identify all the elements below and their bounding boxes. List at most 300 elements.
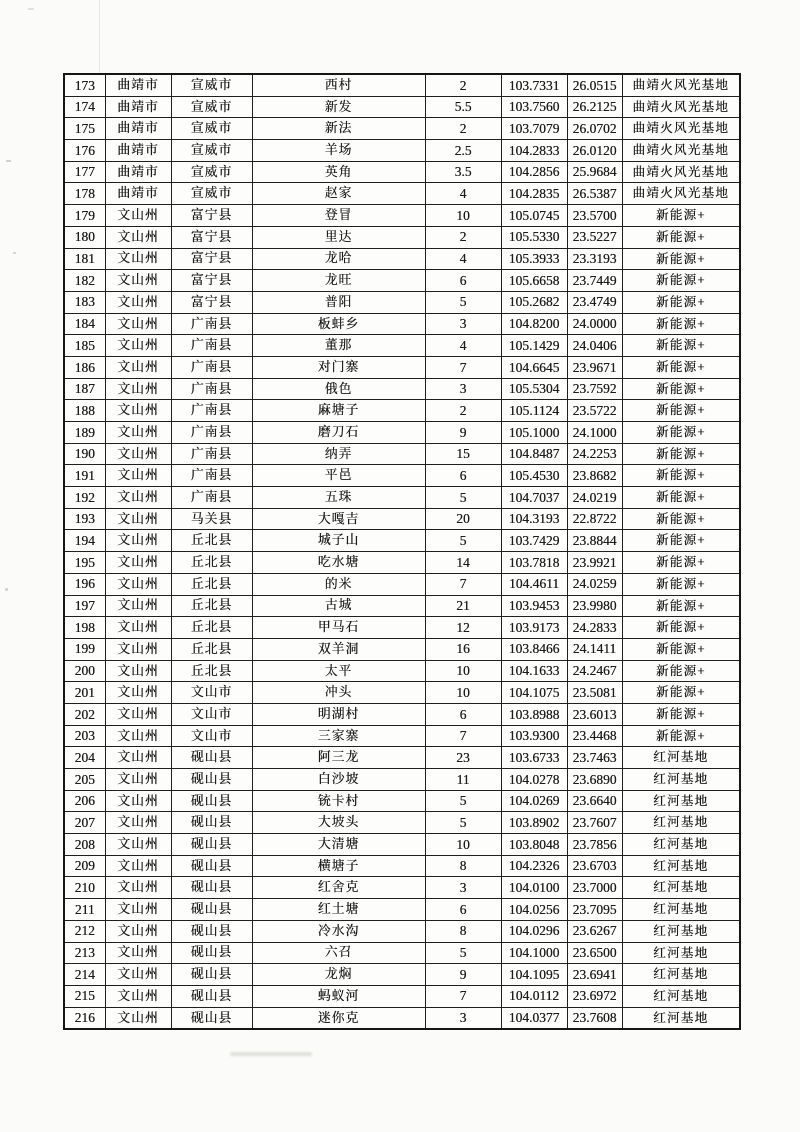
cell-county: 广南县 <box>171 465 252 487</box>
table-row <box>64 96 740 118</box>
cell-prefecture: 文山州 <box>105 725 171 747</box>
cell-serial: 180 <box>64 226 105 248</box>
cell-latitude: 23.6500 <box>567 942 622 964</box>
cell-county: 砚山县 <box>171 985 252 1007</box>
cell-base: 红河基地 <box>622 790 740 812</box>
cell-serial: 176 <box>64 140 105 162</box>
cell-base: 红河基地 <box>622 855 740 877</box>
cell-site: 六召 <box>252 942 425 964</box>
cell-site: 铳卡村 <box>252 790 425 812</box>
table-row <box>64 877 740 899</box>
cell-longitude: 104.4611 <box>501 573 567 595</box>
cell-base: 新能源+ <box>622 682 740 704</box>
cell-base: 新能源+ <box>622 205 740 227</box>
cell-prefecture: 文山州 <box>105 1007 171 1029</box>
cell-base: 曲靖火风光基地 <box>622 96 740 118</box>
cell-longitude: 104.2856 <box>501 161 567 183</box>
cell-latitude: 23.5081 <box>567 682 622 704</box>
cell-capacity: 5 <box>425 790 501 812</box>
cell-capacity: 23 <box>425 747 501 769</box>
cell-prefecture: 文山州 <box>105 920 171 942</box>
cell-prefecture: 文山州 <box>105 270 171 292</box>
cell-longitude: 104.2833 <box>501 140 567 162</box>
cell-serial: 206 <box>64 790 105 812</box>
cell-site: 蚂蚁河 <box>252 985 425 1007</box>
cell-site: 龙旺 <box>252 270 425 292</box>
cell-latitude: 23.7449 <box>567 270 622 292</box>
cell-longitude: 104.0256 <box>501 899 567 921</box>
cell-prefecture: 曲靖市 <box>105 140 171 162</box>
cell-longitude: 103.7560 <box>501 96 567 118</box>
cell-serial: 195 <box>64 552 105 574</box>
cell-longitude: 105.5330 <box>501 226 567 248</box>
cell-serial: 201 <box>64 682 105 704</box>
cell-longitude: 104.1075 <box>501 682 567 704</box>
cell-prefecture: 文山州 <box>105 465 171 487</box>
cell-latitude: 23.8682 <box>567 465 622 487</box>
cell-longitude: 105.5304 <box>501 378 567 400</box>
cell-capacity: 7 <box>425 985 501 1007</box>
cell-county: 宣威市 <box>171 96 252 118</box>
cell-site: 龙焖 <box>252 964 425 986</box>
cell-latitude: 23.7608 <box>567 1007 622 1029</box>
table-row <box>64 682 740 704</box>
cell-serial: 174 <box>64 96 105 118</box>
cell-prefecture: 曲靖市 <box>105 161 171 183</box>
cell-county: 广南县 <box>171 422 252 444</box>
cell-capacity: 10 <box>425 660 501 682</box>
cell-capacity: 5 <box>425 530 501 552</box>
cell-site: 白沙坡 <box>252 769 425 791</box>
table-row <box>64 205 740 227</box>
cell-serial: 183 <box>64 291 105 313</box>
table-row <box>64 465 740 487</box>
cell-base: 红河基地 <box>622 834 740 856</box>
cell-latitude: 23.6267 <box>567 920 622 942</box>
cell-capacity: 3 <box>425 313 501 335</box>
cell-longitude: 103.6733 <box>501 747 567 769</box>
cell-base: 红河基地 <box>622 747 740 769</box>
cell-longitude: 103.9300 <box>501 725 567 747</box>
table-row <box>64 747 740 769</box>
cell-serial: 177 <box>64 161 105 183</box>
cell-capacity: 12 <box>425 617 501 639</box>
cell-serial: 209 <box>64 855 105 877</box>
cell-site: 麻塘子 <box>252 400 425 422</box>
cell-site: 红土塘 <box>252 899 425 921</box>
cell-county: 砚山县 <box>171 899 252 921</box>
cell-serial: 179 <box>64 205 105 227</box>
cell-county: 广南县 <box>171 443 252 465</box>
cell-county: 宣威市 <box>171 118 252 140</box>
cell-base: 新能源+ <box>622 508 740 530</box>
cell-longitude: 104.2326 <box>501 855 567 877</box>
cell-prefecture: 文山州 <box>105 291 171 313</box>
cell-latitude: 24.1411 <box>567 638 622 660</box>
cell-site: 登冒 <box>252 205 425 227</box>
cell-capacity: 3 <box>425 877 501 899</box>
cell-prefecture: 文山州 <box>105 573 171 595</box>
scan-artifact-mark <box>28 8 34 10</box>
cell-prefecture: 文山州 <box>105 942 171 964</box>
table-row <box>64 834 740 856</box>
cell-latitude: 23.5722 <box>567 400 622 422</box>
table-row <box>64 183 740 205</box>
cell-latitude: 26.0120 <box>567 140 622 162</box>
cell-capacity: 8 <box>425 920 501 942</box>
cell-longitude: 105.6658 <box>501 270 567 292</box>
cell-latitude: 26.2125 <box>567 96 622 118</box>
cell-site: 明湖村 <box>252 703 425 725</box>
cell-base: 新能源+ <box>622 617 740 639</box>
cell-longitude: 103.7079 <box>501 118 567 140</box>
cell-site: 平邑 <box>252 465 425 487</box>
cell-county: 丘北县 <box>171 573 252 595</box>
scan-artifact-speck <box>6 160 11 162</box>
cell-prefecture: 文山州 <box>105 378 171 400</box>
cell-prefecture: 文山州 <box>105 226 171 248</box>
cell-prefecture: 文山州 <box>105 855 171 877</box>
table-row <box>64 422 740 444</box>
cell-prefecture: 文山州 <box>105 508 171 530</box>
cell-base: 新能源+ <box>622 443 740 465</box>
cell-longitude: 104.1095 <box>501 964 567 986</box>
cell-base: 新能源+ <box>622 552 740 574</box>
cell-site: 冲头 <box>252 682 425 704</box>
cell-site: 阿三龙 <box>252 747 425 769</box>
cell-base: 红河基地 <box>622 877 740 899</box>
table-row <box>64 335 740 357</box>
cell-longitude: 105.4530 <box>501 465 567 487</box>
table-row <box>64 270 740 292</box>
cell-base: 曲靖火风光基地 <box>622 74 740 96</box>
cell-prefecture: 文山州 <box>105 313 171 335</box>
cell-longitude: 104.0112 <box>501 985 567 1007</box>
cell-base: 新能源+ <box>622 660 740 682</box>
cell-base: 红河基地 <box>622 1007 740 1029</box>
table-row <box>64 118 740 140</box>
cell-county: 富宁县 <box>171 226 252 248</box>
cell-capacity: 5 <box>425 291 501 313</box>
cell-base: 曲靖火风光基地 <box>622 161 740 183</box>
scan-artifact-speck <box>13 252 16 254</box>
cell-county: 砚山县 <box>171 920 252 942</box>
table-row <box>64 1007 740 1029</box>
cell-county: 砚山县 <box>171 877 252 899</box>
cell-serial: 202 <box>64 703 105 725</box>
cell-latitude: 24.2253 <box>567 443 622 465</box>
cell-capacity: 6 <box>425 270 501 292</box>
cell-serial: 194 <box>64 530 105 552</box>
cell-serial: 216 <box>64 1007 105 1029</box>
cell-site: 普阳 <box>252 291 425 313</box>
cell-latitude: 23.9671 <box>567 356 622 378</box>
cell-base: 新能源+ <box>622 270 740 292</box>
cell-county: 宣威市 <box>171 161 252 183</box>
cell-county: 砚山县 <box>171 769 252 791</box>
cell-longitude: 104.0296 <box>501 920 567 942</box>
cell-prefecture: 文山州 <box>105 899 171 921</box>
cell-longitude: 103.8466 <box>501 638 567 660</box>
cell-prefecture: 文山州 <box>105 400 171 422</box>
cell-county: 文山市 <box>171 703 252 725</box>
cell-county: 丘北县 <box>171 552 252 574</box>
cell-longitude: 103.9173 <box>501 617 567 639</box>
cell-latitude: 23.9980 <box>567 595 622 617</box>
cell-base: 曲靖火风光基地 <box>622 118 740 140</box>
cell-site: 红舍克 <box>252 877 425 899</box>
cell-prefecture: 文山州 <box>105 834 171 856</box>
cell-serial: 192 <box>64 487 105 509</box>
table-row <box>64 400 740 422</box>
cell-county: 富宁县 <box>171 205 252 227</box>
cell-base: 曲靖火风光基地 <box>622 140 740 162</box>
cell-serial: 200 <box>64 660 105 682</box>
cell-capacity: 5 <box>425 487 501 509</box>
scan-artifact-smudge <box>230 1052 312 1056</box>
scan-artifact-speck <box>5 588 8 591</box>
cell-capacity: 2.5 <box>425 140 501 162</box>
cell-prefecture: 曲靖市 <box>105 183 171 205</box>
cell-capacity: 6 <box>425 703 501 725</box>
cell-base: 红河基地 <box>622 920 740 942</box>
cell-base: 新能源+ <box>622 356 740 378</box>
cell-site: 横塘子 <box>252 855 425 877</box>
cell-base: 新能源+ <box>622 703 740 725</box>
cell-county: 广南县 <box>171 356 252 378</box>
cell-county: 广南县 <box>171 487 252 509</box>
cell-latitude: 22.8722 <box>567 508 622 530</box>
table-row <box>64 617 740 639</box>
cell-latitude: 23.4749 <box>567 291 622 313</box>
cell-capacity: 21 <box>425 595 501 617</box>
cell-county: 砚山县 <box>171 812 252 834</box>
cell-serial: 205 <box>64 769 105 791</box>
cell-latitude: 23.7856 <box>567 834 622 856</box>
cell-latitude: 23.6890 <box>567 769 622 791</box>
cell-latitude: 24.2833 <box>567 617 622 639</box>
cell-capacity: 5 <box>425 942 501 964</box>
cell-prefecture: 文山州 <box>105 877 171 899</box>
cell-prefecture: 文山州 <box>105 335 171 357</box>
cell-base: 红河基地 <box>622 769 740 791</box>
cell-latitude: 26.0702 <box>567 118 622 140</box>
cell-base: 新能源+ <box>622 465 740 487</box>
cell-latitude: 24.1000 <box>567 422 622 444</box>
table-row <box>64 140 740 162</box>
cell-base: 红河基地 <box>622 964 740 986</box>
cell-county: 广南县 <box>171 313 252 335</box>
cell-capacity: 7 <box>425 725 501 747</box>
table-row <box>64 313 740 335</box>
cell-capacity: 14 <box>425 552 501 574</box>
cell-county: 广南县 <box>171 335 252 357</box>
cell-site: 俄色 <box>252 378 425 400</box>
table-row <box>64 291 740 313</box>
cell-capacity: 4 <box>425 248 501 270</box>
cell-serial: 190 <box>64 443 105 465</box>
cell-base: 新能源+ <box>622 595 740 617</box>
cell-county: 砚山县 <box>171 964 252 986</box>
cell-base: 新能源+ <box>622 313 740 335</box>
cell-longitude: 104.0377 <box>501 1007 567 1029</box>
cell-prefecture: 文山州 <box>105 660 171 682</box>
cell-latitude: 24.0219 <box>567 487 622 509</box>
table-row <box>64 920 740 942</box>
cell-county: 砚山县 <box>171 790 252 812</box>
table-row <box>64 530 740 552</box>
cell-serial: 210 <box>64 877 105 899</box>
cell-county: 宣威市 <box>171 183 252 205</box>
cell-county: 富宁县 <box>171 248 252 270</box>
cell-site: 板蚌乡 <box>252 313 425 335</box>
cell-longitude: 105.2682 <box>501 291 567 313</box>
cell-county: 砚山县 <box>171 834 252 856</box>
cell-county: 丘北县 <box>171 660 252 682</box>
cell-serial: 188 <box>64 400 105 422</box>
cell-county: 宣威市 <box>171 140 252 162</box>
cell-site: 大嘎吉 <box>252 508 425 530</box>
table-row <box>64 378 740 400</box>
cell-serial: 207 <box>64 812 105 834</box>
cell-county: 砚山县 <box>171 747 252 769</box>
table-row <box>64 595 740 617</box>
cell-prefecture: 文山州 <box>105 595 171 617</box>
cell-serial: 215 <box>64 985 105 1007</box>
cell-serial: 181 <box>64 248 105 270</box>
cell-latitude: 23.5700 <box>567 205 622 227</box>
table-row <box>64 552 740 574</box>
cell-latitude: 23.6013 <box>567 703 622 725</box>
cell-base: 新能源+ <box>622 400 740 422</box>
cell-latitude: 23.7095 <box>567 899 622 921</box>
table-row <box>64 942 740 964</box>
cell-site: 羊场 <box>252 140 425 162</box>
scan-artifact-vertical-line <box>99 0 100 73</box>
cell-latitude: 26.0515 <box>567 74 622 96</box>
cell-latitude: 23.6941 <box>567 964 622 986</box>
cell-base: 新能源+ <box>622 335 740 357</box>
cell-capacity: 15 <box>425 443 501 465</box>
cell-site: 双羊洞 <box>252 638 425 660</box>
cell-county: 丘北县 <box>171 530 252 552</box>
cell-prefecture: 文山州 <box>105 487 171 509</box>
cell-latitude: 23.8844 <box>567 530 622 552</box>
cell-latitude: 24.0406 <box>567 335 622 357</box>
cell-latitude: 23.7000 <box>567 877 622 899</box>
cell-serial: 191 <box>64 465 105 487</box>
cell-base: 新能源+ <box>622 422 740 444</box>
cell-site: 三家寨 <box>252 725 425 747</box>
cell-site: 董那 <box>252 335 425 357</box>
cell-latitude: 24.0000 <box>567 313 622 335</box>
cell-capacity: 16 <box>425 638 501 660</box>
table-row <box>64 161 740 183</box>
cell-capacity: 3 <box>425 1007 501 1029</box>
cell-latitude: 23.7592 <box>567 378 622 400</box>
cell-county: 广南县 <box>171 400 252 422</box>
cell-prefecture: 文山州 <box>105 443 171 465</box>
table-row <box>64 443 740 465</box>
table-row <box>64 356 740 378</box>
cell-longitude: 103.7429 <box>501 530 567 552</box>
cell-capacity: 9 <box>425 964 501 986</box>
cell-base: 新能源+ <box>622 378 740 400</box>
cell-longitude: 103.8988 <box>501 703 567 725</box>
cell-prefecture: 文山州 <box>105 617 171 639</box>
cell-longitude: 104.1633 <box>501 660 567 682</box>
cell-site: 纳弄 <box>252 443 425 465</box>
cell-capacity: 5 <box>425 812 501 834</box>
cell-capacity: 8 <box>425 855 501 877</box>
cell-serial: 184 <box>64 313 105 335</box>
cell-serial: 214 <box>64 964 105 986</box>
cell-prefecture: 文山州 <box>105 530 171 552</box>
cell-serial: 197 <box>64 595 105 617</box>
cell-prefecture: 文山州 <box>105 422 171 444</box>
cell-base: 新能源+ <box>622 248 740 270</box>
cell-county: 丘北县 <box>171 617 252 639</box>
cell-site: 城子山 <box>252 530 425 552</box>
cell-longitude: 103.9453 <box>501 595 567 617</box>
cell-county: 丘北县 <box>171 638 252 660</box>
cell-serial: 193 <box>64 508 105 530</box>
cell-base: 新能源+ <box>622 725 740 747</box>
cell-site: 磨刀石 <box>252 422 425 444</box>
cell-serial: 211 <box>64 899 105 921</box>
cell-prefecture: 文山州 <box>105 747 171 769</box>
cell-base: 新能源+ <box>622 638 740 660</box>
cell-site: 西村 <box>252 74 425 96</box>
cell-prefecture: 文山州 <box>105 356 171 378</box>
cell-county: 富宁县 <box>171 291 252 313</box>
table-row <box>64 899 740 921</box>
cell-latitude: 23.9921 <box>567 552 622 574</box>
cell-serial: 185 <box>64 335 105 357</box>
cell-longitude: 103.8902 <box>501 812 567 834</box>
cell-county: 文山市 <box>171 725 252 747</box>
table-row <box>64 790 740 812</box>
cell-longitude: 104.7037 <box>501 487 567 509</box>
table-row <box>64 226 740 248</box>
cell-longitude: 104.0278 <box>501 769 567 791</box>
table-row <box>64 812 740 834</box>
cell-capacity: 10 <box>425 834 501 856</box>
cell-site: 赵家 <box>252 183 425 205</box>
cell-prefecture: 文山州 <box>105 769 171 791</box>
cell-site: 迷你克 <box>252 1007 425 1029</box>
cell-serial: 173 <box>64 74 105 96</box>
cell-capacity: 6 <box>425 899 501 921</box>
cell-longitude: 104.1000 <box>501 942 567 964</box>
cell-county: 宣威市 <box>171 74 252 96</box>
table-row <box>64 855 740 877</box>
cell-site: 新发 <box>252 96 425 118</box>
cell-capacity: 5.5 <box>425 96 501 118</box>
cell-capacity: 2 <box>425 400 501 422</box>
table-row <box>64 703 740 725</box>
cell-county: 马关县 <box>171 508 252 530</box>
cell-site: 的米 <box>252 573 425 595</box>
cell-capacity: 9 <box>425 422 501 444</box>
cell-capacity: 4 <box>425 335 501 357</box>
table-row <box>64 985 740 1007</box>
cell-site: 五珠 <box>252 487 425 509</box>
cell-prefecture: 曲靖市 <box>105 96 171 118</box>
cell-serial: 186 <box>64 356 105 378</box>
table-row <box>64 508 740 530</box>
cell-latitude: 24.2467 <box>567 660 622 682</box>
